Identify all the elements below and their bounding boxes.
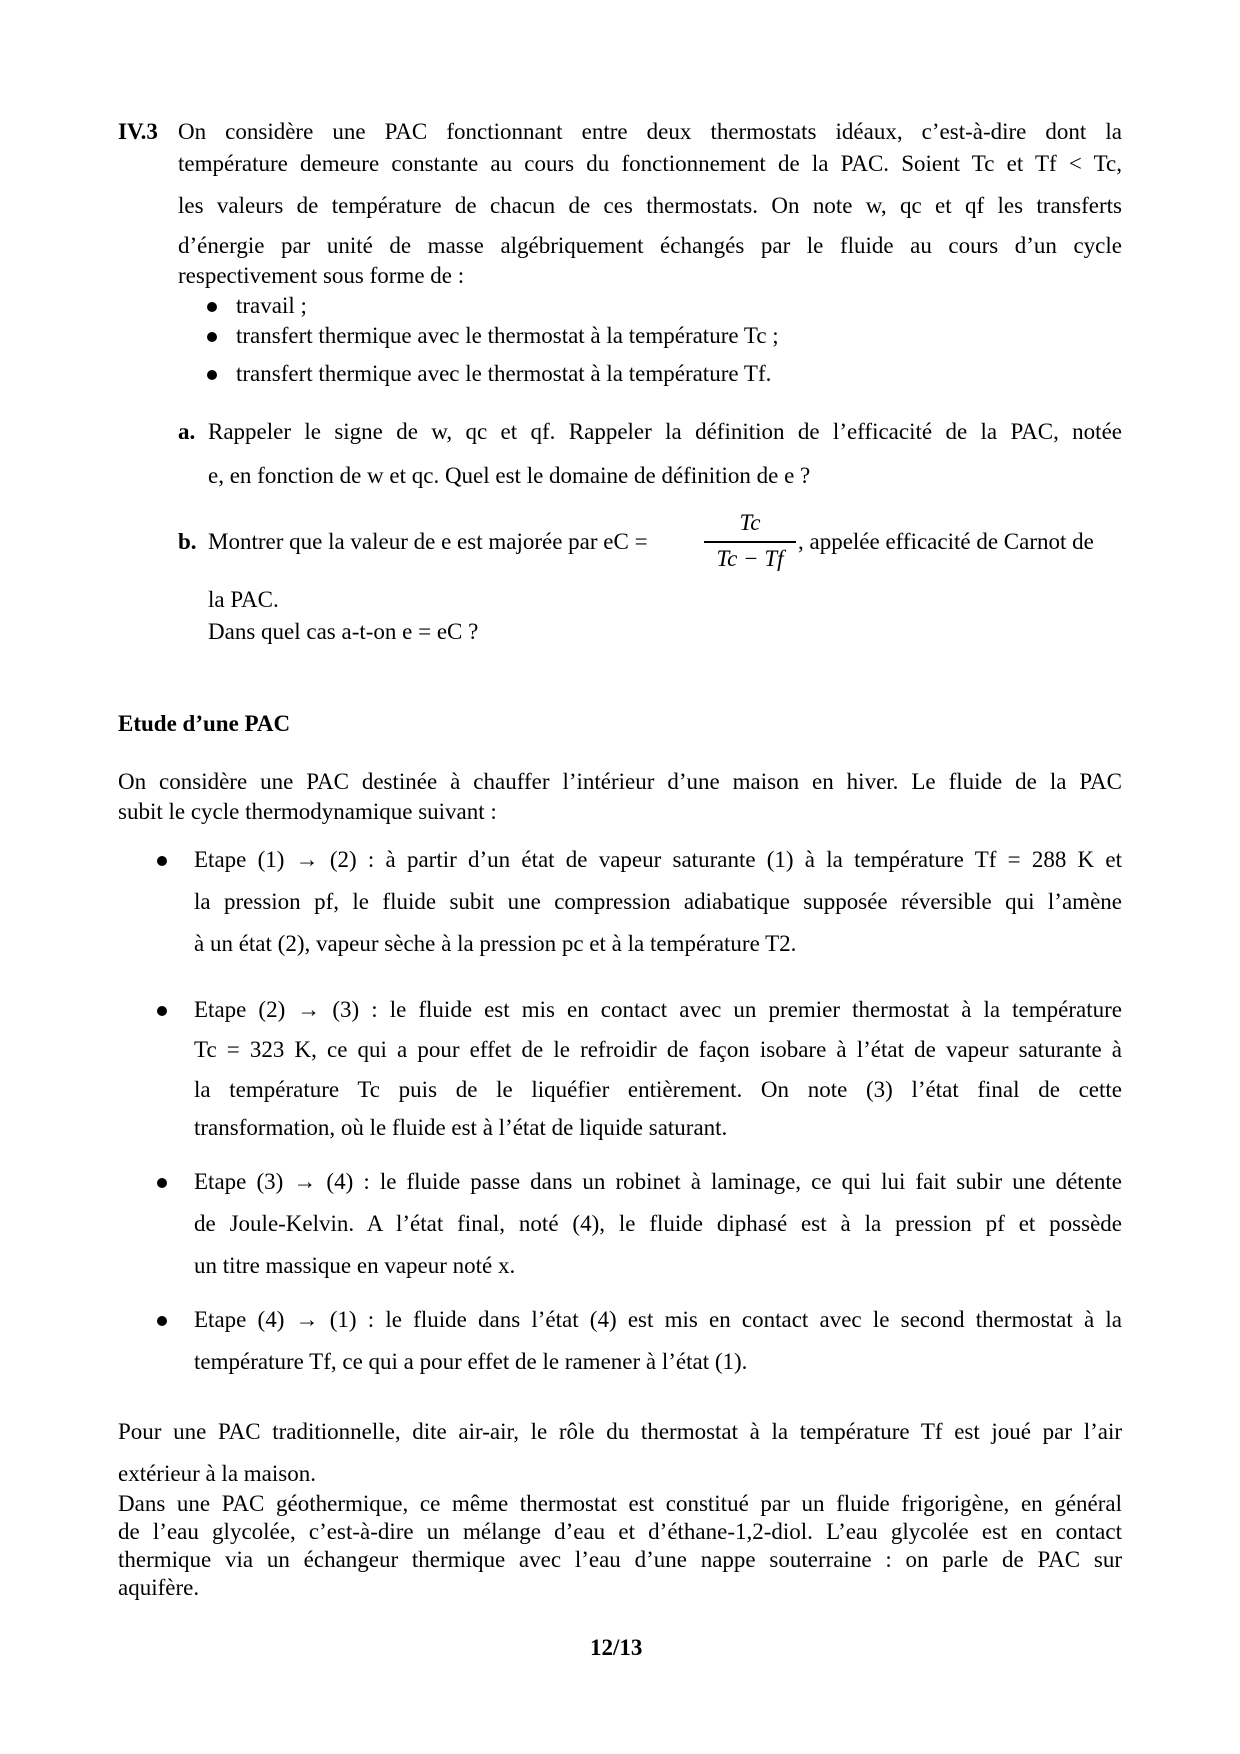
- bullet-icon: [207, 332, 217, 342]
- question-a-line: e, en fonction de w et qc. Quel est le domaine de définition de e ?: [208, 463, 811, 488]
- section-title: Etude d’une PAC: [118, 711, 291, 736]
- step-line: la pression pf, le fluide subit une compression adiabatique supposée réversible qui l’amène: [194, 889, 1122, 914]
- bullet-icon: [157, 1316, 167, 1326]
- question-a-label: a.: [178, 419, 196, 444]
- step-line: Tc = 323 K, ce qui a pour effet de le refroidir de façon isobare à l’état de vapeur saturante à: [194, 1037, 1122, 1062]
- question-b-text-after: , appelée efficacité de Carnot de: [798, 529, 1094, 554]
- page-number: 12/13: [590, 1635, 643, 1660]
- step-line: Etape (1) → (2) : à partir d’un état de vapeur saturante (1) à la température Tf = 288 K et: [194, 847, 1122, 872]
- section-intro-line: On considère une PAC destinée à chauffer l’intérieur d’une maison en hiver. Le fluide de la PAC: [118, 769, 1122, 794]
- outro-line: extérieur à la maison.: [118, 1461, 316, 1486]
- list-item: transfert thermique avec le thermostat à la température Tc ;: [236, 323, 779, 348]
- step-line: à un état (2), vapeur sèche à la pression pc et à la température T2.: [194, 931, 797, 956]
- carnot-fraction-denominator: Tc − Tf: [716, 546, 784, 571]
- question-b-label: b.: [178, 529, 197, 554]
- step-line: la température Tc puis de le liquéfier entièrement. On note (3) l’état final de cette: [194, 1077, 1122, 1102]
- outro-line: Dans une PAC géothermique, ce même thermostat est constitué par un fluide frigorigène, en général: [118, 1491, 1122, 1516]
- bullet-icon: [207, 370, 217, 380]
- iv3-intro-line: les valeurs de température de chacun de ces thermostats. On note w, qc et qf les transferts: [178, 193, 1122, 218]
- step-line: transformation, où le fluide est à l’état de liquide saturant.: [194, 1115, 728, 1140]
- section-intro-line: subit le cycle thermodynamique suivant :: [118, 799, 497, 824]
- iv3-intro-line: température demeure constante au cours du fonctionnement de la PAC. Soient Tc et Tf < Tc,: [178, 151, 1122, 176]
- outro-line: thermique via un échangeur thermique avec l’eau d’une nappe souterraine : on parle de PAC sur: [118, 1547, 1122, 1572]
- question-b-line: Dans quel cas a-t-on e = eC ?: [208, 619, 479, 644]
- list-item: transfert thermique avec le thermostat à la température Tf.: [236, 361, 772, 386]
- iv3-intro-line: On considère une PAC fonctionnant entre deux thermostats idéaux, c’est-à-dire dont la: [178, 119, 1122, 144]
- bullet-icon: [157, 856, 167, 866]
- question-number: IV.3: [118, 119, 158, 144]
- fraction-bar: [704, 541, 796, 543]
- bullet-icon: [157, 1178, 167, 1188]
- question-a-line: Rappeler le signe de w, qc et qf. Rappeler la définition de l’efficacité de la PAC, notée: [208, 419, 1122, 444]
- outro-line: de l’eau glycolée, c’est-à-dire un mélange d’eau et d’éthane-1,2-diol. L’eau glycolée est en contact: [118, 1519, 1122, 1544]
- outro-line: Pour une PAC traditionnelle, dite air-air, le rôle du thermostat à la température Tf est joué par l’air: [118, 1419, 1122, 1444]
- step-line: température Tf, ce qui a pour effet de le ramener à l’état (1).: [194, 1349, 748, 1374]
- step-line: de Joule-Kelvin. A l’état final, noté (4), le fluide diphasé est à la pression pf et possède: [194, 1211, 1122, 1236]
- question-b-line: la PAC.: [208, 587, 279, 612]
- bullet-icon: [157, 1006, 167, 1016]
- outro-line: aquifère.: [118, 1575, 200, 1600]
- step-line: Etape (3) → (4) : le fluide passe dans un robinet à laminage, ce qui lui fait subir une détente: [194, 1169, 1122, 1194]
- step-line: Etape (4) → (1) : le fluide dans l’état (4) est mis en contact avec le second thermostat à la: [194, 1307, 1122, 1332]
- question-b-text: Montrer que la valeur de e est majorée par eC =: [208, 529, 648, 554]
- step-line: Etape (2) → (3) : le fluide est mis en contact avec un premier thermostat à la température: [194, 997, 1122, 1022]
- carnot-fraction-numerator: Tc: [739, 510, 761, 535]
- list-item: travail ;: [236, 293, 307, 318]
- iv3-intro-line: d’énergie par unité de masse algébriquement échangés par le fluide au cours d’un cycle: [178, 233, 1122, 258]
- bullet-icon: [207, 302, 217, 312]
- iv3-intro-line: respectivement sous forme de :: [178, 263, 465, 288]
- step-line: un titre massique en vapeur noté x.: [194, 1253, 516, 1278]
